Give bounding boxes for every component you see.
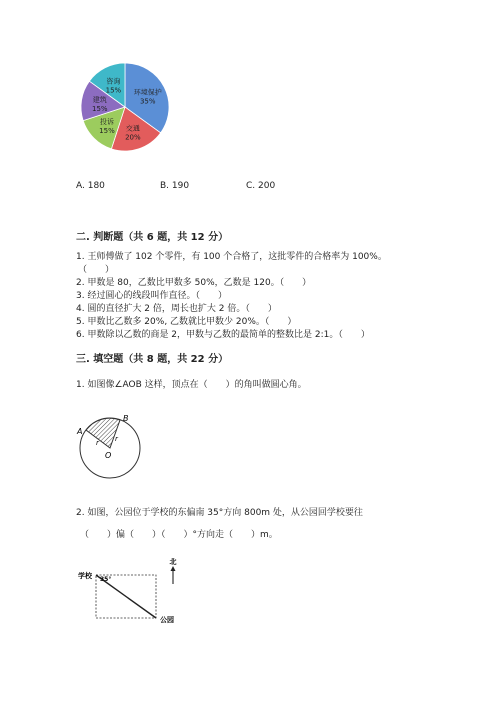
pie-label-name: 咨询: [106, 77, 121, 86]
north-arrow-head: [171, 566, 176, 571]
pie-label-percent: 20%: [125, 133, 141, 142]
angle-label: 35°: [100, 576, 112, 583]
pie-label-percent: 15%: [105, 86, 122, 95]
question-item: 3. 经过圆心的线段叫作直径。（ ）: [76, 291, 227, 301]
map-figure: [74, 558, 186, 626]
question-item: 2. 甲数是 80，乙数比甲数多 50%，乙数是 120。（ ）: [76, 278, 312, 288]
school-label: 学校: [78, 572, 92, 580]
question-item: 5. 甲数比乙数多 20%, 乙数就比甲数少 20%。（ ）: [76, 317, 297, 327]
pie-label-percent: 35%: [139, 97, 156, 106]
point-a-label: A: [77, 427, 83, 436]
pie-label-name: 投诉: [99, 118, 114, 127]
section-2-list: [76, 251, 387, 342]
radius-label: r: [96, 439, 99, 447]
question-item: 4. 圆的直径扩大 2 倍，周长也扩大 2 倍。（ ）: [76, 304, 277, 314]
question-3-1: 1. 如图像∠AOB 这样，顶点在（ ）的角叫做圆心角。: [76, 380, 307, 390]
north-label: 北: [169, 558, 177, 566]
pie-label-name: 交通: [125, 124, 140, 133]
radius-label: r: [115, 435, 118, 443]
option-c: C. 200: [246, 181, 276, 191]
question-item: 6. 甲数除以乙数的商是 2，甲数与乙数的最简单的整数比是 2:1。（ ）: [76, 330, 370, 340]
section-3-title: 三. 填空题（共 8 题，共 22 分）: [76, 354, 229, 365]
point-o-label: O: [105, 451, 112, 460]
question-3-2-line1: 2. 如图，公园位于学校的东偏南 35°方向 800m 处，从公园回学校要往: [76, 508, 363, 518]
pie-label-name: 建筑: [92, 96, 107, 105]
park-label: 公园: [160, 616, 174, 624]
pie-label-name: 环境保护: [133, 88, 162, 97]
question-item: （ ）: [78, 265, 115, 275]
pie-chart: [70, 58, 180, 158]
section-2-title: 二. 判断题（共 6 题，共 12 分）: [76, 232, 229, 243]
circle-figure: [72, 410, 142, 486]
question-item: 1. 王师傅做了 102 个零件，有 100 个合格了，这批零件的合格率为 100%。: [76, 252, 387, 262]
question-3-2-line2: （ ）偏（ ）（ ）°方向走（ ）m。: [80, 530, 278, 540]
point-b-label: B: [123, 414, 129, 423]
option-a: A. 180: [76, 181, 105, 191]
pie-label-percent: 15%: [92, 105, 108, 114]
option-b: B. 190: [160, 181, 190, 191]
sector-aob: [86, 418, 120, 448]
pie-label-percent: 15%: [99, 127, 115, 136]
